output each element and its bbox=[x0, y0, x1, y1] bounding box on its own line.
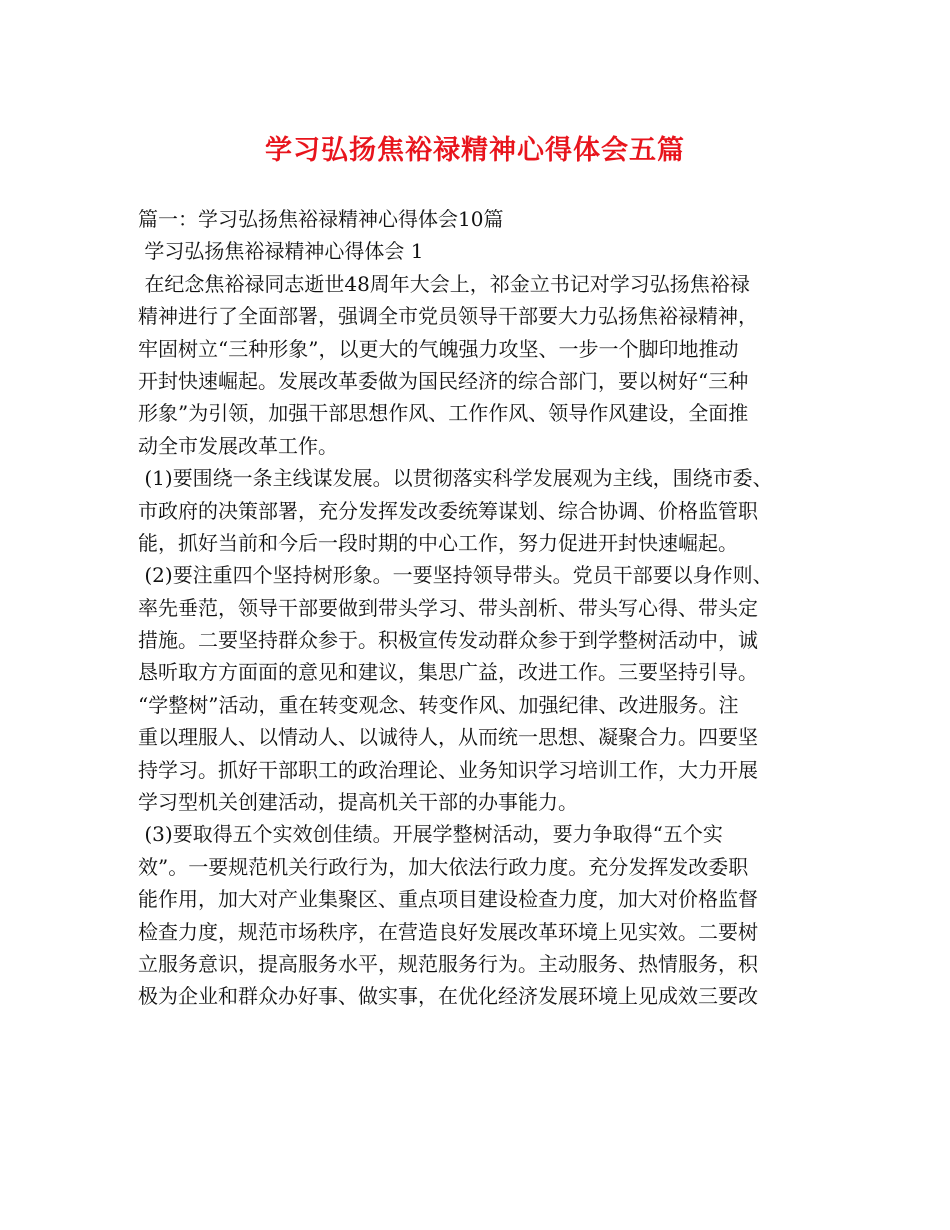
text-line: 学习型机关创建活动，提高机关干部的办事能力。 bbox=[138, 790, 578, 815]
text-line: 在纪念焦裕禄同志逝世48周年大会上，祁金立书记对学习弘扬焦裕禄 bbox=[138, 271, 750, 296]
text-line: 精神进行了全面部署，强调全市党员领导干部要大力弘扬焦裕禄精神， bbox=[138, 304, 758, 329]
text-line: (1)要围绕一条主线谋发展。以贯彻落实科学发展观为主线，围绕市委、 bbox=[138, 466, 773, 491]
text-line: 开封快速崛起。发展改革委做为国民经济的综合部门，要以树好“三种 bbox=[138, 368, 749, 393]
document-title: 学习弘扬焦裕禄精神心得体会五篇 bbox=[265, 135, 685, 166]
document-body bbox=[138, 203, 838, 1013]
text-line: 篇一：学习弘扬焦裕禄精神心得体会10篇 bbox=[138, 207, 504, 231]
text-line: 措施。二要坚持群众参于。积极宣传发动群众参于到学整树活动中，诚 bbox=[138, 628, 758, 653]
text-line: 持学习。抓好干部职工的政治理论、业务知识学习培训工作，大力开展 bbox=[138, 757, 758, 782]
text-line: 立服务意识，提高服务水平，规范服务行为。主动服务、热情服务，积 bbox=[138, 951, 758, 976]
text-line: 重以理服人、以情动人、以诚待人，从而统一思想、凝聚合力。四要坚 bbox=[138, 725, 758, 750]
text-line: (2)要注重四个坚持树形象。一要坚持领导带头。党员干部要以身作则、 bbox=[138, 563, 773, 588]
text-line: 牢固树立“三种形象”，以更大的气魄强力攻坚、一步一个脚印地推动 bbox=[138, 336, 739, 361]
text-line: 恳听取方方面面的意见和建议，集思广益，改进工作。三要坚持引导。 bbox=[138, 660, 758, 685]
text-line: 学习弘扬焦裕禄精神心得体会 1 bbox=[138, 239, 424, 264]
text-line: 检查力度，规范市场秩序，在营造良好发展改革环境上见实效。二要树 bbox=[138, 919, 758, 944]
text-line: 率先垂范，领导干部要做到带头学习、带头剖析、带头写心得、带头定 bbox=[138, 595, 758, 620]
text-line: 极为企业和群众办好事、做实事，在优化经济发展环境上见成效三要改 bbox=[138, 984, 758, 1009]
text-line: (3)要取得五个实效创佳绩。开展学整树活动，要力争取得“五个实 bbox=[138, 822, 723, 847]
text-line: 效”。一要规范机关行政行为，加大依法行政力度。充分发挥发改委职 bbox=[138, 854, 749, 879]
text-line: “学整树”活动，重在转变观念、转变作风、加强纪律、改进服务。注 bbox=[138, 692, 739, 717]
text-line: 能作用，加大对产业集聚区、重点项目建设检查力度，加大对价格监督 bbox=[138, 887, 758, 912]
text-line: 能，抓好当前和今后一段时期的中心工作，努力促进开封快速崛起。 bbox=[138, 530, 738, 555]
text-line: 动全市发展改革工作。 bbox=[138, 433, 338, 458]
text-line: 市政府的决策部署，充分发挥发改委统筹谋划、综合协调、价格监管职 bbox=[138, 498, 758, 523]
text-line: 形象”为引领，加强干部思想作风、工作作风、领导作风建设，全面推 bbox=[138, 401, 749, 426]
